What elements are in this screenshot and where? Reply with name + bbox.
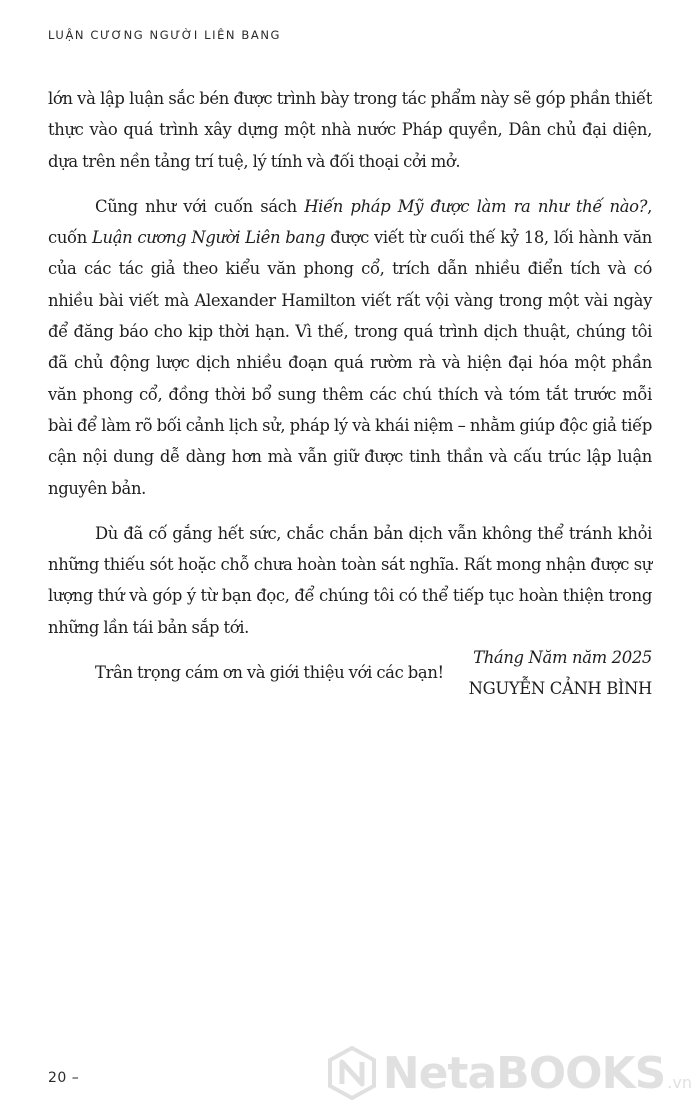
watermark-tld: .vn: [667, 1073, 692, 1092]
running-header: LUẬN CƯƠNG NGƯỜI LIÊN BANG: [48, 28, 282, 42]
paragraph-1: lớn và lập luận sắc bén được trình bày trong tác phẩm này sẽ góp phần thiết thực vào quá trình xây dựng một nhà nước Pháp quyền, Dân chủ đại diện, dựa trên nền tảng trí tuệ, lý tính và đối thoại cởi mở.: [48, 89, 652, 171]
book-title-luan-cuong: Luận cương Người Liên bang: [91, 228, 326, 248]
page-number: 20 –: [48, 1070, 80, 1086]
signature-block: [469, 642, 652, 704]
paragraph-2-text-2: , cuốn: [48, 196, 652, 248]
signature-date: Tháng Năm năm 2025: [473, 648, 652, 667]
book-title-hien-phap-my: Hiến pháp Mỹ được làm ra như thế nào?: [304, 196, 648, 216]
body-text: [48, 83, 652, 702]
watermark: [327, 1046, 692, 1100]
netabooks-logo-icon: [327, 1046, 377, 1100]
watermark-brand: NetaBOOKS: [382, 1047, 666, 1099]
paragraph-4: Trân trọng cám ơn và giới thiệu với các bạn!: [95, 663, 444, 683]
paragraph-2-text-3: được viết từ cuối thế kỷ 18, lối hành văn của các tác giả theo kiểu văn phong cổ, trích dẫn nhiều điển tích và có nhiều bài viết mà Alexander Hamilton viết rất vội vàng trong một vài ngày để đăng báo cho kịp thời hạn. Vì thế, trong quá trình dịch thuật, chúng tôi đã chủ động lược dịch nhiều đoạn quá rườm rà và hiện đại hóa một phần văn phong cổ, đồng thời bổ sung thêm các chú thích và tóm tắt trước mỗi bài để làm rõ bối cảnh lịch sử, pháp lý và khái niệm – nhằm giúp độc giả tiếp cận nội dung dễ dàng hơn mà vẫn giữ được tinh thần và cấu trúc lập luận nguyên bản.: [48, 228, 653, 498]
paragraph-2-text-1: Cũng như với cuốn sách: [95, 196, 305, 216]
paragraph-3: Dù đã cố gắng hết sức, chắc chắn bản dịch vẫn không thể tránh khỏi những thiếu sót hoặc chỗ chưa hoàn toàn sát nghĩa. Rất mong nhận được sự lượng thứ và góp ý từ bạn đọc, để chúng tôi có thể tiếp tục hoàn thiện trong những lần tái bản sắp tới.: [48, 523, 652, 637]
paragraph-2: [48, 191, 652, 504]
signature-name: NGUYỄN CẢNH BÌNH: [468, 679, 652, 698]
